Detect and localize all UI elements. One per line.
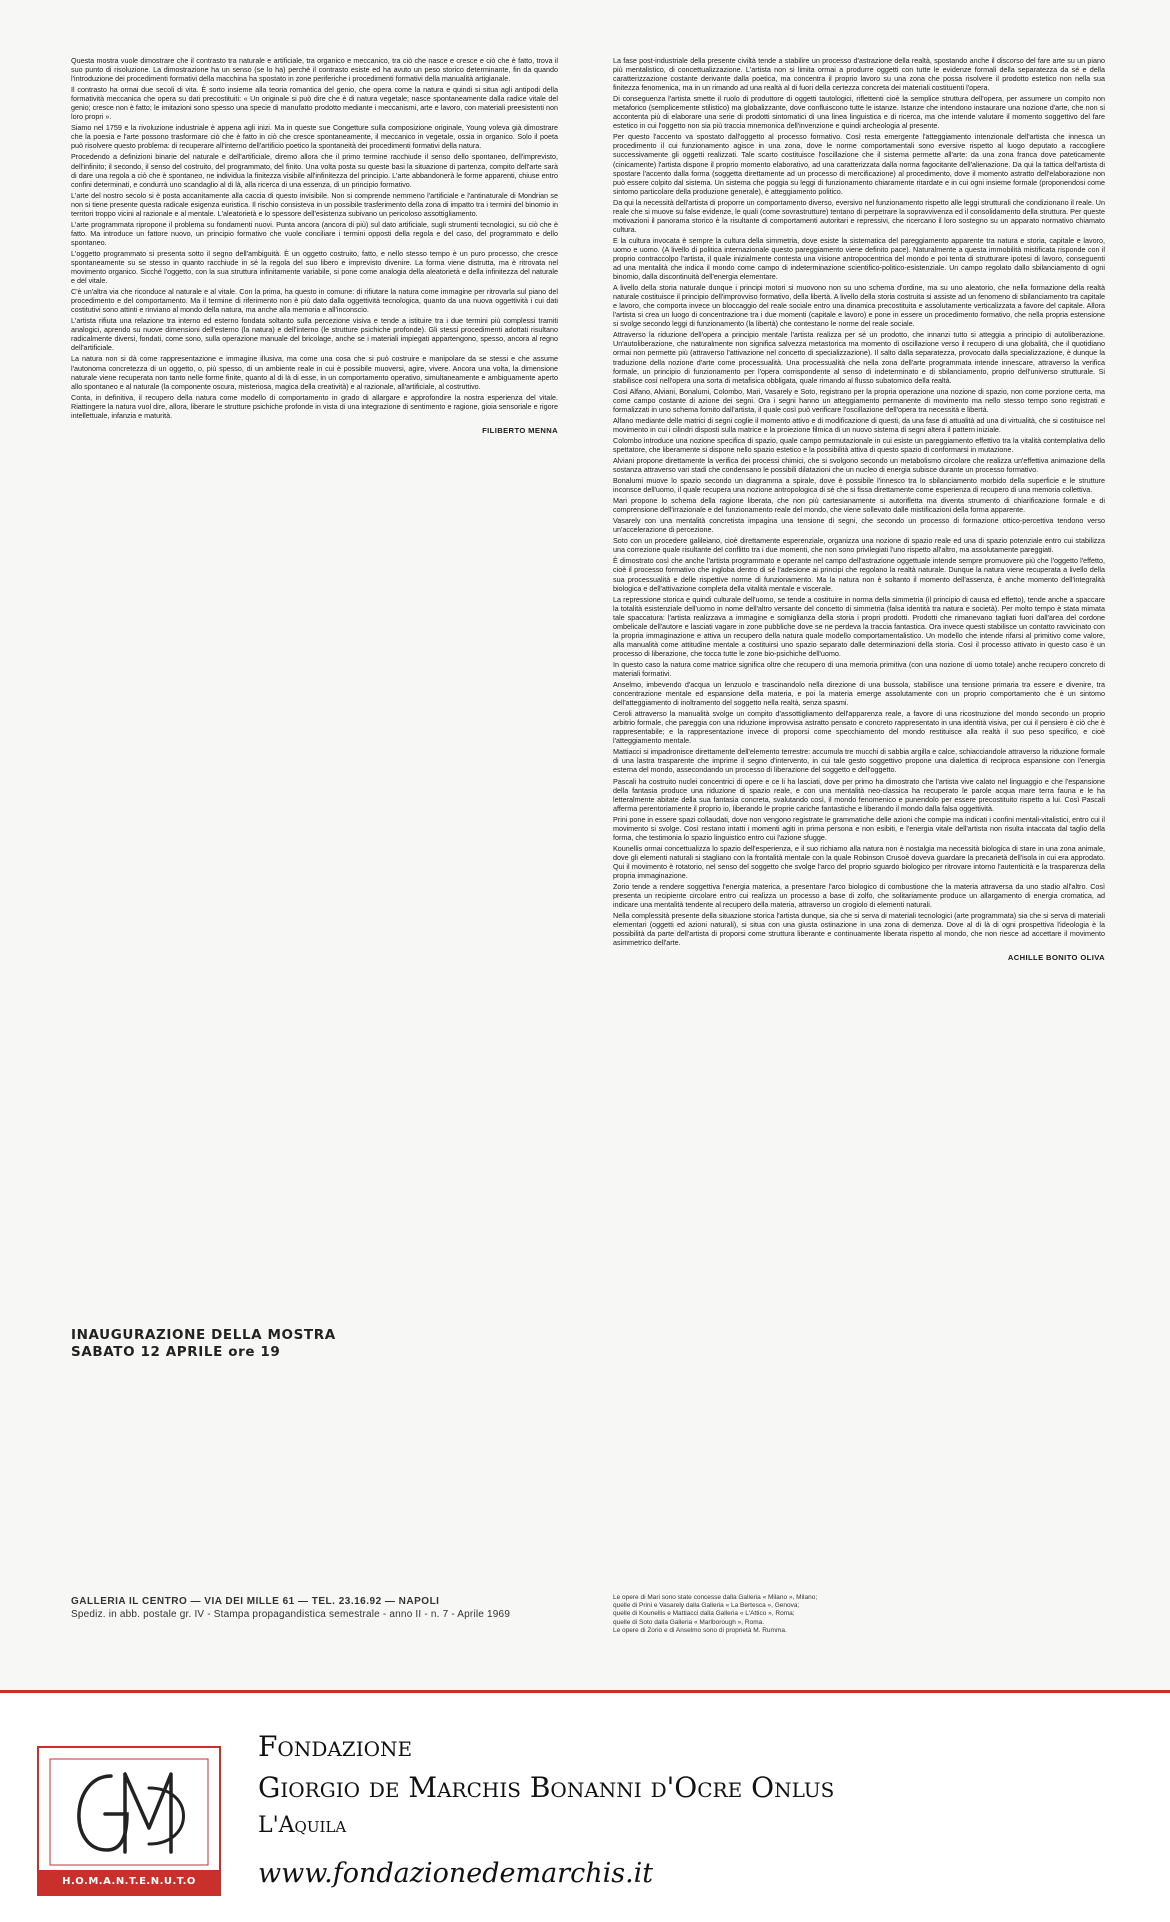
essay-paragraph: Attraverso la riduzione dell'opera a principio mentale l'artista realizza per sé un prodotto, che innanzi tutto si atteggia a principio di autoliberazione. Un'autoliberazione, che naturalmente non significa salvezza metastorica ma momento di oscillazione verso il recupero di una globalità, che il quotidiano ormai non permette più (attraverso l'attivazione nel concetto di specializzazione). Il salto dalla separatezza, provocato dalla specializzazione, è dunque la traduzione della nozione d'arte come processualità. Una processualità che nella zona dell'arte programmata intende innescare, attraverso la verifica formale, un principio di funzionamento per l'opera corrispondente al senso di indeterminato e di sbilanciamento, proprio dell'universo strutturale. Si stabilisce così nell'opera una sorta di metafisica obbligata, quale rimando al flusso subatomico della realtà. xyxy=(613,330,1105,385)
monogram-icon xyxy=(49,1758,209,1866)
essay-paragraph: Colombo introduce una nozione specifica di spazio, quale campo permutazionale in cui esiste un pareggiamento effettivo tra la vitalità contemplativa dello spettatore, che liberamente si dispone nello spazio estetico e la possibilità attiva di questo spazio di conformarsi in mutazione. xyxy=(613,435,1105,454)
logo-motto: H.O.M.A.N.T.E.N.U.T.O xyxy=(39,1870,219,1894)
essay-paragraph: Mari propone lo schema della ragione liberata, che non più cartesianamente si autorifletta ma diventa strumento di chiarificazione formale e di comprensione dell'irrazionale e del funzionamento reale del mondo, che viene sollevato dalle mistificazioni della forma apparente. xyxy=(613,496,1105,515)
author-signature-menna: FILIBERTO MENNA xyxy=(482,425,558,435)
essay-paragraph: Il contrasto ha ormai due secoli di vita. È sorto insieme alla teoria romantica del genio, che opera come la natura e quindi si situa agli antipodi della formatività meccanica che opera su dati precostituiti: « Un originale si può dire che è di natura vegetale; nasce spontaneamente dalla radice vitale del genio; cresce non è fatto; le imitazioni sono spesso una specie di manufatto prodotto mediante i meccanismi, arte e lavoro, con materiali preesistenti non loro propri ». xyxy=(71,85,558,122)
essay-paragraph: Da qui la necessità dell'artista di proporre un comportamento diverso, eversivo nel funzionamento rispetto alle leggi strutturali che condizionano il reale. Un reale che si muove su false evidenze, le quali (come sovrastrutture) tentano di perpetrare la sopravvivenza ed il consolidamento della struttura. Per queste motivazioni il panorama storico è la risultante di comportamenti autoritari e repressivi, che ricercano il loro sostegno su un apparato normativo chiamato cultura. xyxy=(613,197,1105,234)
essay-paragraph: Per questo l'accento va spostato dall'oggetto al processo formativo. Così resta emergente l'atteggiamento intenzionale dell'artista che innesca un procedimento il cui funzionamento agisce in una zona, dove le norme comportamentali sono eversive rispetto al luogo deputato a raccogliere successivamente gli oggetti realizzati. Tale scarto costituisce l'oscillazione che il sistema permette all'arte: da una zona franca dove pateticamente (cinicamente) l'artista dispone il proprio momento elaborativo, ad una caratterizzata dalla norma fagocitante dell'alienazione. Da qui la tattica dell'artista di spostare l'accento dalla forma (soggetta direttamente ad un processo di mercificazione) al procedimento, dove il momento astratto dell'elaborazione non può essere colpito dal sistema. Un sistema che poggia su leggi di funzionamento chiaramente ritardate e in cui ogni insieme formale (proponendosi come sintomo particolare della produzione generale), è atteggiamento politico. xyxy=(613,132,1105,196)
author-signature-bonito-oliva: ACHILLE BONITO OLIVA xyxy=(1007,953,1105,963)
essay-paragraph: Vasarely con una mentalità concretista impagina una tensione di segni, che secondo un processo di formazione ottico-percettiva tendono verso un'accelerazione di percezione. xyxy=(613,516,1105,535)
essay-paragraph: Mattiacci si impadronisce direttamente dell'elemento terrestre: accumula tre mucchi di sabbia argilla e calce, schiacciandole attraverso la riduzione formale di una lastra trasparente che imprime il segno d'intervento, in cui tale gesto soggettivo propone una dialettica di reciproca espansione con l'energia esterna del mondo, assecondando un processo di liberazione del soggetto e dell'oggetto. xyxy=(613,747,1105,775)
credit-line: quelle di Prini e Vasarely dalla Galleria « La Bertesca », Genova; xyxy=(613,1602,800,1610)
essay-paragraph: Prini pone in essere spazi collaudati, dove non vengono registrate le grammatiche delle azioni che compie ma indicati i confini mentali-vitalistici, entro cui il movimento si svolge. Così restano intatti i momenti agiti in prima persona e non esibiti, e l'energia vitale dell'artista non risulta intaccata dal taglio della forma, che testimonia lo spazio linguistico entro cui l'azione sfugge. xyxy=(613,814,1105,842)
essay-paragraph: Kounellis ormai concettualizza lo spazio dell'esperienza, e il suo richiamo alla natura non è nostalgia ma necessità biologica di stare in una zona animale, dove gli elementi naturali si stagliano con la frontalità mentale con la quale Robinson Crusoè doveva guardare la precarietà dell'isola in cui era approdato. Qui il movimento è rotatorio, nel senso del soggetto che svolge l'arco del proprio sguardo biologico per ritrovare intorno l'autenticità e la trasparenza della propria immaginazione. xyxy=(613,843,1105,880)
essay-paragraph: Soto con un procedere galileiano, cioè direttamente esperenziale, organizza una nozione di spazio reale ed una di spazio potenziale entro cui stabilizza una correzione quale risultante del conflitto tra i due momenti, che non sono privilegiati l'uno rispetto all'altro, ma assolutamente pareggiati. xyxy=(613,536,1105,555)
essay-paragraph: Conta, in definitiva, il recupero della natura come modello di comportamento in grado di allargare e approfondire la nostra esperienza del vitale. Riattingere la natura vuol dire, allora, liberare le strutture psichiche profonde in vista di una integrazione di sentimento e ragione, gioia sensoriale e rigore intellettuale, infanzia e maturità. xyxy=(71,392,558,420)
essay-right-column xyxy=(613,56,1105,962)
essay-paragraph: C'è un'altra via che riconduce al naturale e al vitale. Con la prima, ha questo in comune: di rifiutare la natura come immagine per ritrovarla sul piano del procedimento e del comportamento. Ma il termine di riferimento non è più dato dalla oggettività tecnologica, quanto da una nuova oggettività i cui dati costitutivi sono attinti e rinviano al mondo della natura, ma anche alla memoria e all'inconscio. xyxy=(71,287,558,315)
essay-paragraph: La fase post-industriale della presente civiltà tende a stabilire un processo d'astrazione della realtà, spostando anche il discorso del fare arte su un piano più mentalistico, di concettualizzazione. L'artista non si limita ormai a produrre oggetti con tutte le evidenze formali della separatezza da sé e della caratterizzazione costante derivante dalla poetica, ma concentra il proprio lavoro su una zona che possa risolvere il prodotto estetico non nella sua finitezza fenomenica, ma in un rimando ad una realtà al di fuori della certezza concreta dei materiali costituenti l'opera. xyxy=(613,56,1105,93)
credit-line: Le opere di Mari sono state concesse dalla Galleria « Milano », Milano; xyxy=(613,1594,818,1601)
essay-paragraph: Procedendo a definizioni binarie del naturale e dell'artificiale, diremo allora che il primo termine racchiude il senso dello spontaneo, dell'imprevisto, dell'infinito; il secondo, il senso del costruito, del programmato, del finito. Una volta posta su queste basi la situazione di partenza, compito dell'arte sarà di dare una regola a ciò che è spontaneo, ne individua la finitezza visibile all'infinitezza del principio. L'arte abbandonerà le forme apparenti, chiuse entro confini determinati, e condurrà uno scandaglio al di là, alla ricerca di una essenza, di un principio formativo. xyxy=(71,152,558,189)
essay-paragraph: L'oggetto programmato si presenta sotto il segno dell'ambiguità. È un oggetto costruito, fatto, e nello stesso tempo è un puro processo, che cresce spontaneamente su se stesso in quanto racchiude in sé la regola del suo libero e imprevisto divenire. La forma viene distrutta, ma è ritrovata nel movimento organico. Sicché l'oggetto, con la sua struttura infinitamente variabile, si pone come analogia della aleatorietà e della infinitezza del naturale e del vitale. xyxy=(71,248,558,286)
foundation-name-line1: Fondazione xyxy=(258,1730,413,1763)
essay-paragraph: Zorio tende a rendere soggettiva l'energia materica, a presentare l'arco biologico di combustione che la materia attraversa da uno stadio all'altro. Così presenta un recipiente circolare entro cui realizza un processo a base di zolfo, che solitariamente produce un allargamento di energia cromatica, ad indicare una mentalità tendente al recupero della materia, attraverso un crogiolo di elementi naturali. xyxy=(613,882,1105,910)
essay-paragraph: Pascali ha costruito nuclei concentrici di opere e ce li ha lasciati, dove per primo ha dimostrato che l'artista vive calato nel linguaggio e che l'espansione della fantasia produce una riduzione di spazio reale, e con una mentalità neo-classica ha recuperato le parole acqua mare terra fauna e le ha letteralmente abitate della sua fantasia concreta, svalutando così, il mondo fenomenico e punendolo per essere precostituito rispetto a lui. Così Pascali afferma perentoriamente il proprio io, liberando le proprie cariche fantastiche e liberando il mondo dalla falsa oggettività. xyxy=(613,776,1105,813)
foundation-website-link[interactable]: www.fondazionedemarchis.it xyxy=(258,1858,654,1889)
essay-paragraph: Così Alfano, Alviani, Bonalumi, Colombo, Mari, Vasarely e Soto, registrano per la propria operazione una nozione di spazio, non come porzione certa, ma come campo costante di azione dei segni. Ora i segni hanno un atteggiamento permanente di movimento ma nello stesso tempo sono registrati e formalizzati in uno schema fornito dall'artista, il quale così può verificare l'oscillazione dell'opera tra necessità e libertà. xyxy=(613,386,1105,414)
essay-paragraph: L'arte del nostro secolo si è posta accanitamente alla caccia di questo invisibile. Non si comprende nemmeno l'artificiale e l'antinaturale di Mondrian se non si tiene presente questa radicale esigenza euristica. Il rischio consisteva in un possibile trasferimento della zona di impatto tra i termini del binomio in territori troppo vicini al razionale e al mentale. L'aleatorietà e lo spessore dell'esistenza subivano un pericoloso assottigliamento. xyxy=(71,190,558,218)
essay-paragraph: E la cultura invocata è sempre la cultura della simmetria, dove esiste la sistematica del pareggiamento apparente tra natura e storia, capitale e lavoro, uomo e uomo. (A livello di politica internazionale questo pareggiamento viene definito pace). Naturalmente a questa immobilità mistificata risponde con il proprio contraccolpo l'artista, il quale inizialmente contesta una visione antropocentrica del mondo e poi tenta di strutturare ipotesi di lavoro, conseguenti ad una mentalità che indica il mondo come campo di indeterminazione scientifico-politico-esistenziale. Un campo regolato dallo sbilanciamento di ogni binomio, dalla discontinuità dell'energia elementare. xyxy=(613,235,1105,282)
essay-paragraph: Anselmo, imbevendo d'acqua un lenzuolo e trascinandolo nella direzione di una bussola, stabilisce una tensione primaria tra essere e divenire, tra concentrazione mentale ed espansione della materia, e poi la materia emerge assolutamente con un proprio comportamento che è un sintomo dell'atteggiamento di inoltramento del soggetto nella realtà, senza spasmi. xyxy=(613,680,1105,708)
essay-left-column xyxy=(71,56,558,435)
essay-paragraph: In questo caso la natura come matrice significa oltre che recupero di una memoria primitiva (con una nozione di uomo totale) anche recupero concreto di materiali formativi. xyxy=(613,659,1105,678)
essay-paragraph: La repressione storica e quindi culturale dell'uomo, se tende a costituire in norma della simmetria (il principio di causa ed effetto), tende anche a spaccare la totalità esistenziale dell'uomo in nome dell'altro versante del concetto di simmetria (falsa identità tra natura e società). Per molto tempo è stata mimata tale spaccatura: l'artista realizzava a immagine e somiglianza della storia i propri prodotti. Prodotti che rimanevano tagliati fuori dall'area del cordone ombelicale dell'autore e lasciati vagare in zone pubbliche dove se ne perdeva la traccia fantastica. Ora invece questi stabilisce un contatto ravvicinato con la propria immaginazione e attiva un recupero della natura quale modello comportamentalistico. Un modello che intende rifarsi al primitivo come valore, alla manualità come attitudine mentale a costituirsi uno spazio separato dalle determinazioni della storia. Così il processo attivato in questo caso è un processo di liberazione, che tocca tutte le zone bio-psichiche dell'uomo. xyxy=(613,594,1105,658)
essay-paragraph: Ceroli attraverso la manualità svolge un compito d'assottigliamento dell'apparenza reale, a favore di una ricostruzione del mondo secondo un proprio arbitrio formale, che pareggia con una riduzione improvvisa astratto pensato e concreto rappresentato in una identità visiva, per cui il pensiero è ciò che è rappresentabile; e la rappresentazione invece di proporsi come specchiamento del mondo restituisce alla realtà il suo peso specifico, e cioè l'atteggiamento mentale. xyxy=(613,709,1105,746)
essay-paragraph: Di conseguenza l'artista smette il ruolo di produttore di oggetti tautologici, riflettenti cioè la semplice struttura dell'opera, per assumere un compito non metaforico (semplicemente stilistico) ma globalizzante, dove confluiscono tutte le istanze. Istanze che intendono instaurare una nozione d'arte, che non si accontenta più di elaborare una serie di prodotti sintomatici di una linea linguistica e di ricerca, ma che intende valutare il momento soggettivo del fare estetico in cui l'oggetto non sia più traccia mnemonica dell'invenzione e quindi archeologia al presente. xyxy=(613,94,1105,131)
foundation-city: L'Aquila xyxy=(258,1813,347,1838)
gallery-info xyxy=(71,1595,510,1621)
essay-paragraph: L'artista rifiuta una relazione tra interno ed esterno fondata soltanto sulla percezione visiva e tende a istituire tra i due termini più complessi tramiti analogici, aprendo su nuove dimensioni dell'esterno (la natura) e dell'interno (le strutture psichiche profonde). Gli stessi procedimenti adottati risultano radicalmente diversi, fondati, come sono, sulla operazione manuale del bricolage, anche se i materiali impiegati appartengono, spesso, ancora al regno dell'artificiale. xyxy=(71,316,558,353)
essay-paragraph: Bonalumi muove lo spazio secondo un diagramma a spirale, dove è possibile l'innesco tra lo sbilanciamento morbido della superficie e le strutture inconsce dell'uomo, il quale recupera una nozione antropologica di sé che si fissa direttamente come esperienza di recupero di una memoria collettiva. xyxy=(613,476,1105,495)
essay-paragraph: È dimostrato così che anche l'artista programmato e operante nel campo dell'astrazione oggettuale intende sempre promuovere più che l'oggetto l'effetto, cioè il processo formativo che ingloba dentro di sé l'adesione ai principi che regolano la realtà naturale. Dunque la natura viene recuperata a livello della sua processualità e delle rispettive norme di funzionamento. Ma la natura non è soltanto il momento dell'assenza, è anche momento dell'integralità biologica e dell'attivazione completa della vitalità mentale e viscerale. xyxy=(613,556,1105,593)
essay-paragraph: Questa mostra vuole dimostrare che il contrasto tra naturale e artificiale, tra organico e meccanico, tra ciò che nasce e cresce e ciò che è fatto, trova il suo punto di risoluzione. La dimostrazione ha un senso (se lo ha) perché il contrasto esiste ed ha avuto un peso storico determinante, fin da quando l'introduzione dei procedimenti formativi della macchina ha spostato in zone periferiche i procedimenti formativi della manualità artigianale. xyxy=(71,56,558,84)
essay-paragraph: Nella complessità presente della situazione storica l'artista dunque, sia che si serva di materiali tecnologici (arte programmata) sia che si serva di materiali elementari (oggetti ed azioni naturali), si situa con una giusta ostinazione in una zona di demenza. Dove al di là di ogni prospettiva l'ideologia è la possibilità da parte dell'artista di proporsi come struttura liberante e continuamente liberata rispetto al mondo, che non riesce ad accettare il movimento asimmetrico dell'arte. xyxy=(613,911,1105,948)
essay-paragraph: Alfano mediante delle matrici di segni coglie il momento attivo e di modificazione di questi, da una fase di attualità ad una di virtualità, che si costituisce nel movimento in cui i cilindri disposti sulla matrice e la proiezione filmica di un nuovo sistema di segni altera il pattern iniziale. xyxy=(613,415,1105,434)
inauguration-title: INAUGURAZIONE DELLA MOSTRA xyxy=(71,1327,336,1343)
essay-paragraph: La natura non si dà come rappresentazione e immagine illusiva, ma come una cosa che si può costruire e manipolare da se stessi e che assume l'autonoma concretezza di un oggetto, o, più spesso, di un ambiente reale in cui è possibile muoversi, agire, vivere. Ancora una volta, la dimensione naturale viene recuperata non tanto nelle forme finite, quanto al di là di esse, in un comportamento operativo, simultaneamente e ambiguamente aperto allo spontaneo e al naturale (la componente oscura, misteriosa, magica della creatività) e al razionale, all'artificiale, al costruttivo. xyxy=(71,354,558,391)
essay-paragraph: L'arte programmata ripropone il problema su fondamenti nuovi. Punta ancora (ancora di più) sul dato artificiale, sugli strumenti tecnologici, su ciò che è fatto. Ma introduce un fattore nuovo, un principio formativo che vuole conciliare i termini opposti della regola e del caso, del programmato e dello spontaneo. xyxy=(71,219,558,247)
gallery-address: GALLERIA IL CENTRO — VIA DEI MILLE 61 — TEL. 23.16.92 — NAPOLI xyxy=(71,1596,440,1607)
postal-info: Spediz. in abb. postale gr. IV - Stampa propagandistica semestrale - anno II - n. 7 - Aprile 1969 xyxy=(71,1609,511,1620)
credit-line: quelle di Soto dalla Galleria « Marlborough », Roma. xyxy=(613,1618,765,1626)
credit-line: Le opere di Zorio e di Anselmo sono di proprietà M. Rumma. xyxy=(613,1626,787,1634)
inauguration-date: SABATO 12 APRILE ore 19 xyxy=(71,1344,281,1360)
credit-line: quelle di Kounellis e Mattiacci dalla Galleria « L'Attico », Roma; xyxy=(613,1610,795,1618)
foundation-name-line2: Giorgio de Marchis Bonanni d'Ocre Onlus xyxy=(258,1771,835,1804)
foundation-logo xyxy=(37,1746,221,1896)
inauguration-notice xyxy=(71,1327,336,1361)
loan-credits xyxy=(613,1594,933,1635)
essay-paragraph: Siamo nel 1759 e la rivoluzione industriale è appena agli inizi. Ma in queste sue Congetture sulla composizione originale, Young voleva già dimostrare che la poesia e l'arte possono trasformare ciò che è fatto in ciò che cresce spontaneamente, il meccanico in vegetale, ossia in organico. Solo il poeta può risolvere questo problema: di recuperare all'interno dell'artificio poetico la spontaneità dei procedimenti formativi della natura. xyxy=(71,123,558,151)
essay-paragraph: Alviani propone direttamente la verifica dei processi chimici, che si svolgono secondo un metabolismo circolare che realizza un'effettiva animazione della sostanza attraverso vari stadi che condensano le possibili dilatazioni che un nucleo di energia subisce durante un processo formativo. xyxy=(613,455,1105,475)
essay-paragraph: A livello della storia naturale dunque i principi motori si muovono non su uno schema d'ordine, ma su uno aleatorio, che nella formazione della realtà naturale costituisce il principio dell'improvviso formativo, della libertà. A livello della storia costruita si assiste ad un fenomeno di sbilanciamento tra capitale e lavoro, che comporta invece un bloccaggio del reale sociale entro una dinamica precostituita e assolutamente verticalizzata a favore del capitale. Allora l'artista si crea un luogo di concentrazione tra i due momenti (capitale e lavoro) e pone in essere un procedimento formativo, che nella propria estensione si svolge secondo leggi di funzionamento (la libertà) che contestano le norme del reale sociale. xyxy=(613,283,1105,329)
